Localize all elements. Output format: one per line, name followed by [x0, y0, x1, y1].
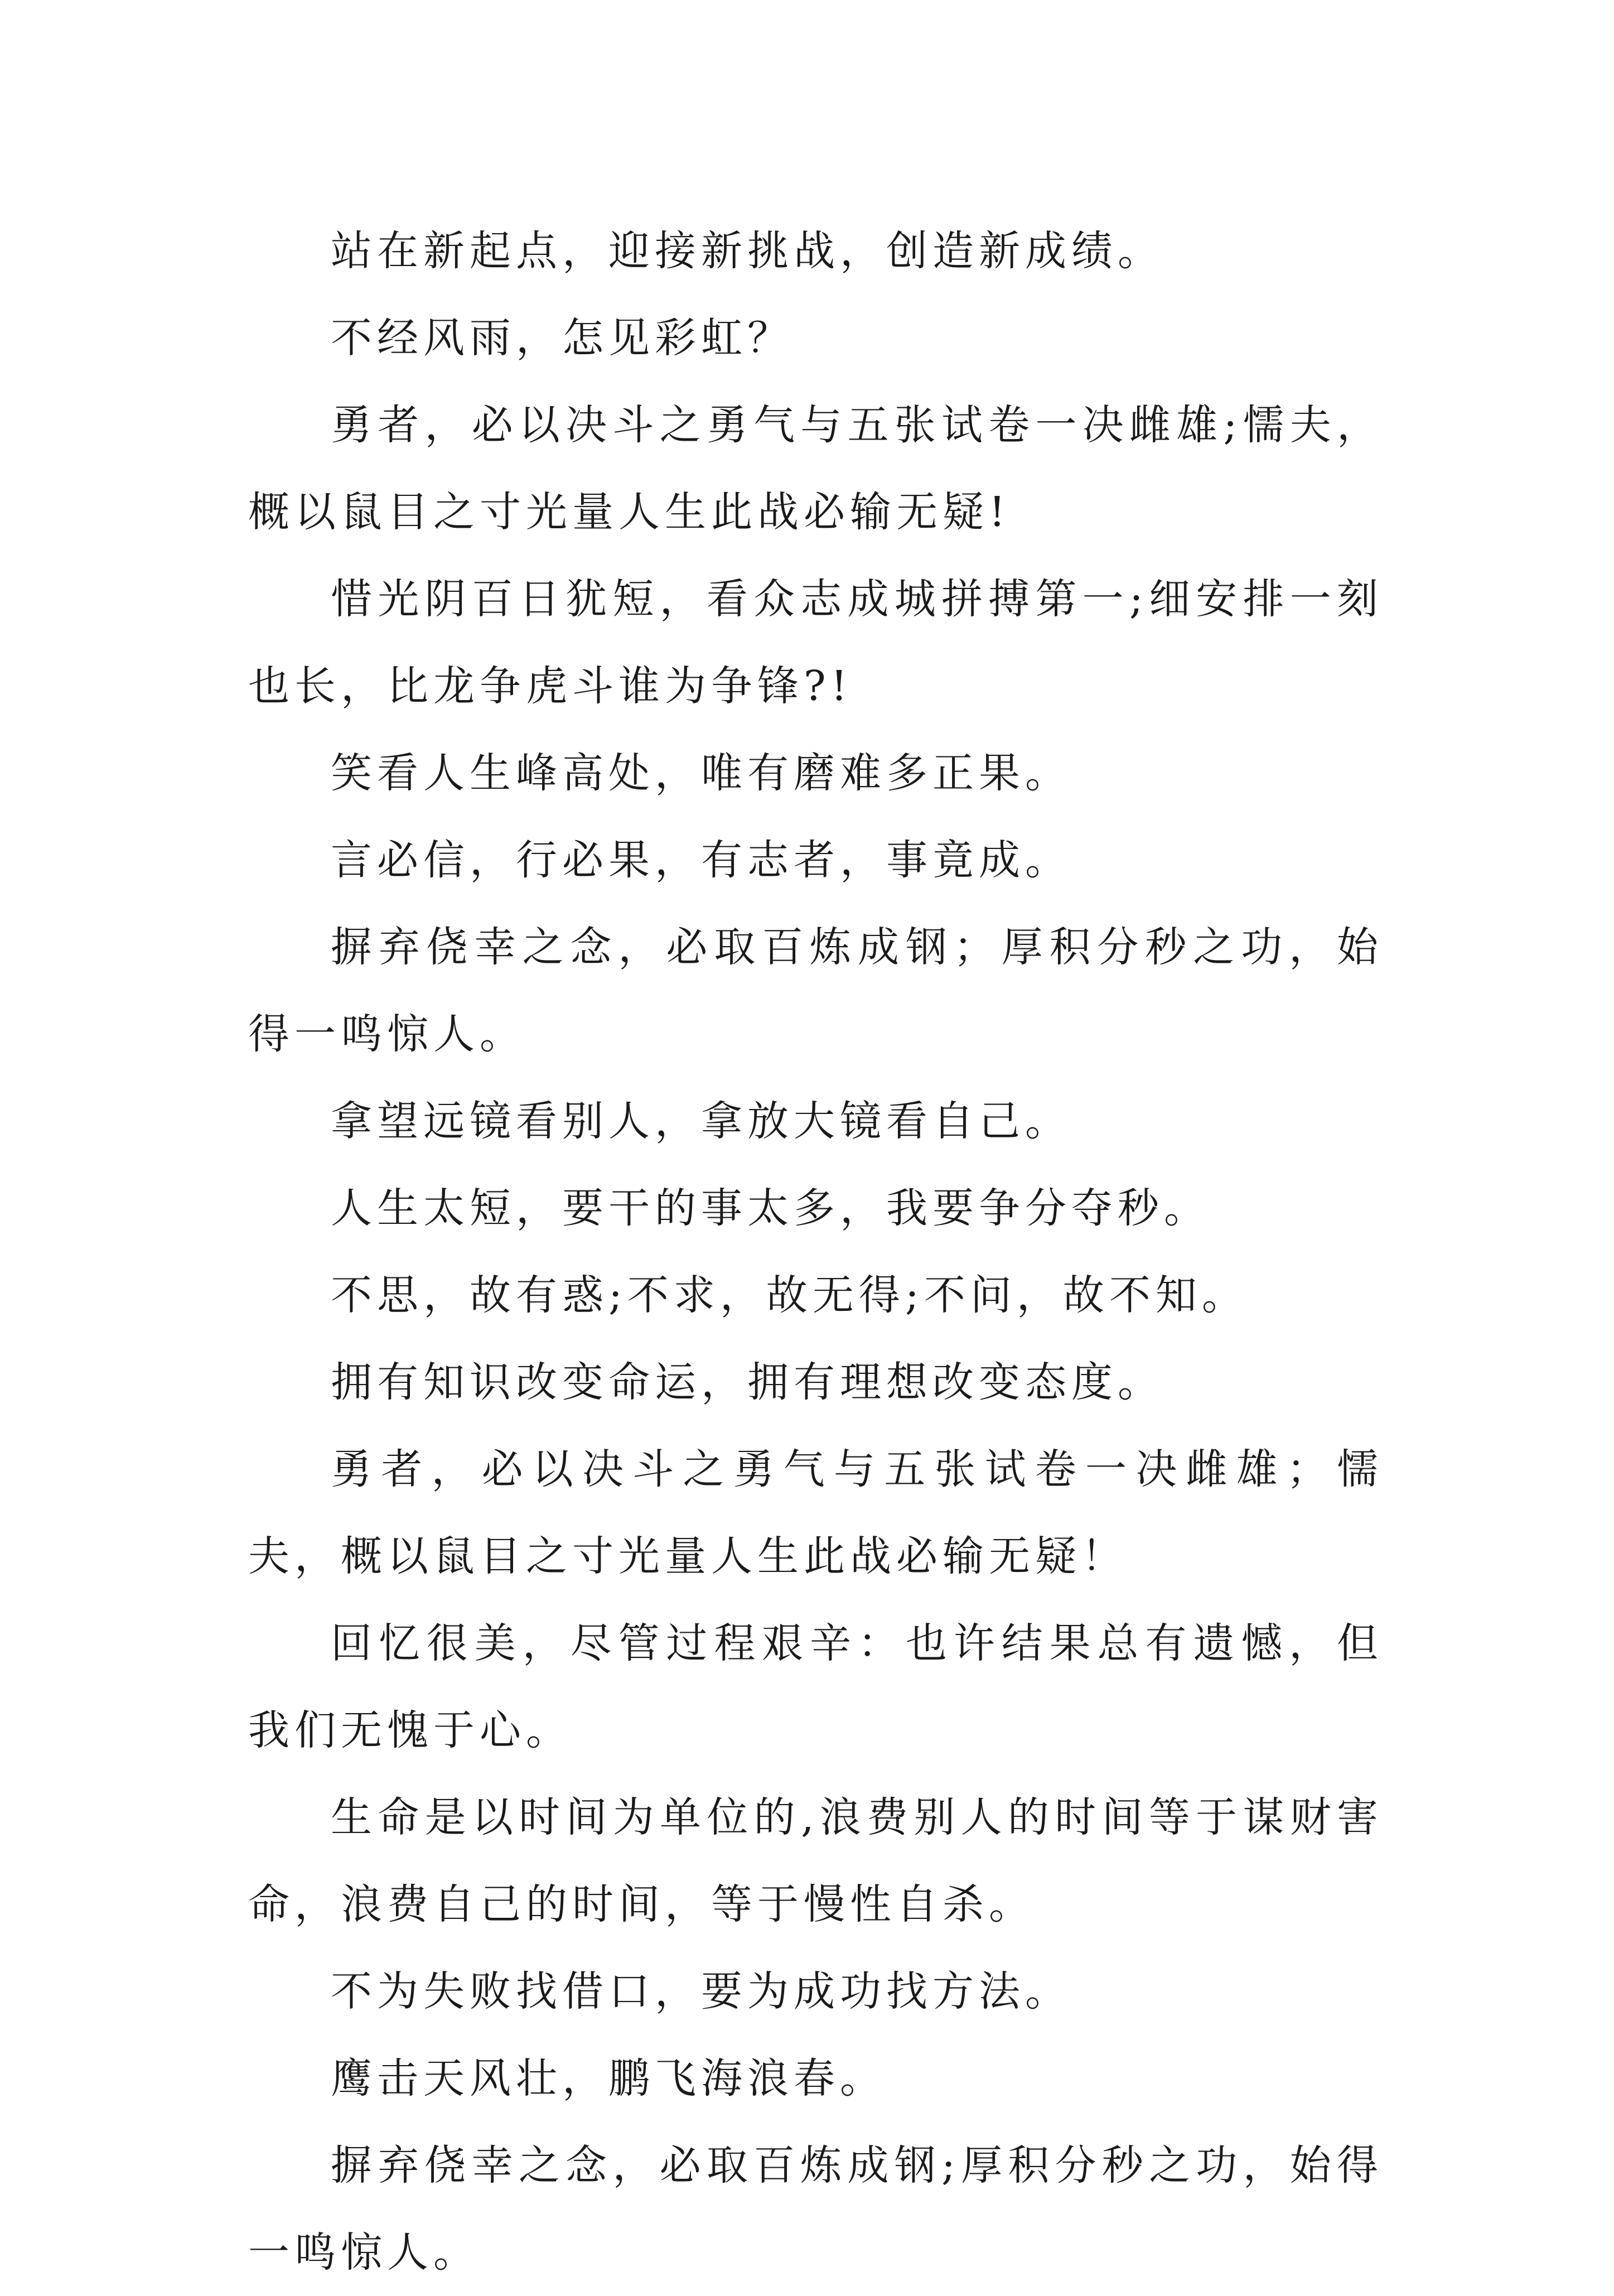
paragraph: 摒弃侥幸之念，必取百炼成钢;厚积分秒之功，始得一鸣惊人。	[248, 2141, 1383, 2276]
paragraph: 鹰击天风壮，鹏飞海浪春。	[331, 2054, 886, 2102]
paragraph: 拥有知识改变命运，拥有理想改变态度。	[331, 1358, 1164, 1406]
paragraph: 人生太短，要干的事太多，我要争分夺秒。	[331, 1184, 1210, 1232]
paragraph: 勇者，必以决斗之勇气与五张试卷一决雌雄;懦夫，概以鼠目之寸光量人生此战必输无疑!	[248, 401, 1383, 536]
document-body	[248, 208, 1383, 2296]
paragraph: 言必信，行必果，有志者，事竟成。	[331, 836, 1071, 884]
paragraph: 惜光阴百日犹短，看众志成城拼搏第一;细安排一刻也长，比龙争虎斗谁为争锋?!	[248, 575, 1383, 710]
paragraph: 生命是以时间为单位的,浪费别人的时间等于谋财害命，浪费自己的时间，等于慢性自杀。	[248, 1793, 1383, 1928]
paragraph: 笑看人生峰高处，唯有磨难多正果。	[331, 749, 1071, 797]
paragraph: 拿望远镜看别人，拿放大镜看自己。	[331, 1097, 1071, 1145]
paragraph: 摒弃侥幸之念，必取百炼成钢；厚积分秒之功，始得一鸣惊人。	[248, 923, 1383, 1058]
paragraph: 勇者，必以决斗之勇气与五张试卷一决雌雄；懦夫，概以鼠目之寸光量人生此战必输无疑！	[248, 1445, 1383, 1580]
paragraph: 站在新起点，迎接新挑战，创造新成绩。	[331, 227, 1164, 275]
paragraph: 不为失败找借口，要为成功找方法。	[331, 1967, 1071, 2015]
paragraph: 不思，故有惑;不求，故无得;不问，故不知。	[331, 1271, 1248, 1319]
paragraph: 回忆很美，尽管过程艰辛：也许结果总有遗憾，但我们无愧于心。	[248, 1619, 1383, 1754]
paragraph: 不经风雨，怎见彩虹？	[331, 314, 794, 362]
